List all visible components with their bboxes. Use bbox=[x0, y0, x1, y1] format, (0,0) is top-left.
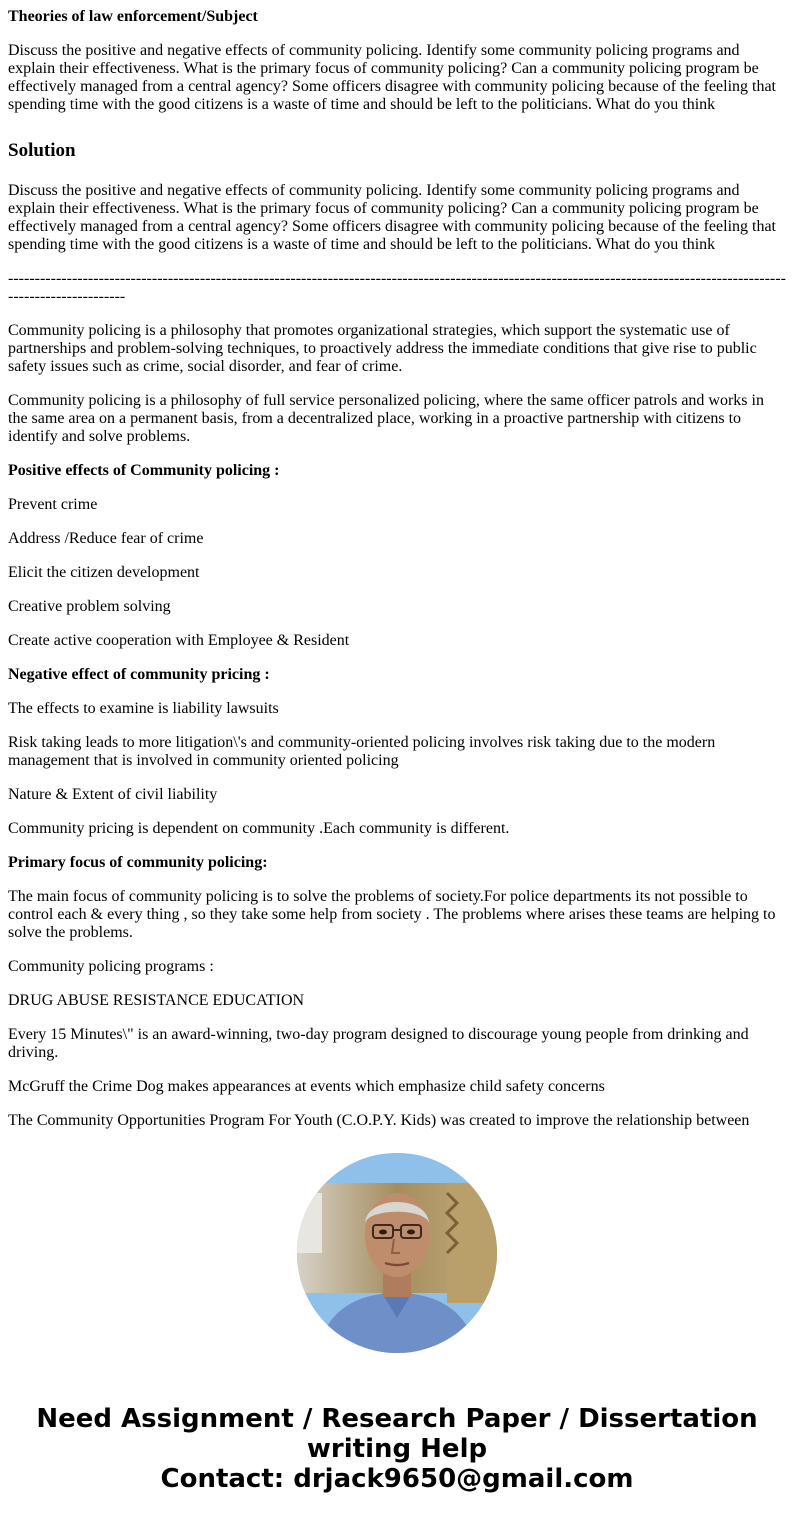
program-item: McGruff the Crime Dog makes appearances at events which emphasize child safety concerns bbox=[8, 1078, 605, 1095]
positive-effects-heading: Positive effects of Community policing : bbox=[8, 462, 280, 479]
separator-line: ------------------------------------------------------------------------------------------------------------------------------------------------------------------------ bbox=[8, 270, 786, 305]
negative-item: Nature & Extent of civil liability bbox=[8, 786, 218, 803]
positive-item: Create active cooperation with Employee & Resident bbox=[8, 632, 350, 649]
author-portrait-image bbox=[297, 1153, 497, 1353]
primary-focus-heading: Primary focus of community policing: bbox=[8, 854, 268, 871]
intro-paragraph-2: Community policing is a philosophy of full service personalized policing, where the same officer patrols and works in the same area on a permanent basis, from a decentralized place, working in a proactive partnership with citizens to identify and solve problems. bbox=[8, 392, 764, 445]
positive-item: Elicit the citizen development bbox=[8, 564, 200, 581]
negative-effects-heading: Negative effect of community pricing : bbox=[8, 666, 270, 683]
program-item: The Community Opportunities Program For Youth (C.O.P.Y. Kids) was created to improve the relationship between bbox=[8, 1112, 750, 1129]
negative-item: Risk taking leads to more litigation\'s and community-oriented policing involves risk taking due to the modern management that is involved in community oriented policing bbox=[8, 734, 716, 769]
question-text: Discuss the positive and negative effects of community policing. Identify some community policing programs and explain their effectiveness. What is the primary focus of community policing? Can a community policing program be effectively managed from a central agency? Some officers disagree with community policing because of the feeling that spending time with the good citizens is a waste of time and should be left to the politicians. What do you think bbox=[8, 42, 776, 113]
primary-focus-text: The main focus of community policing is to solve the problems of society.For police departments its not possible to control each & every thing , so they take some help from society . The problems where arises these teams are helping to solve the problems. bbox=[8, 888, 776, 941]
question-repeat-text: Discuss the positive and negative effects of community policing. Identify some community policing programs and explain their effectiveness. What is the primary focus of community policing? Can a community policing program be effectively managed from a central agency? Some officers disagree with community policing because of the feeling that spending time with the good citizens is a waste of time and should be left to the politicians. What do you think bbox=[8, 182, 776, 253]
solution-heading: Solution bbox=[8, 140, 76, 161]
positive-item: Address /Reduce fear of crime bbox=[8, 530, 204, 547]
contact-email: Contact: drjack9650@gmail.com bbox=[160, 1464, 634, 1494]
contact-banner bbox=[0, 1404, 794, 1494]
program-item: Every 15 Minutes\" is an award-winning, two-day program designed to discourage young people from drinking and driving. bbox=[8, 1026, 749, 1061]
avatar bbox=[297, 1153, 497, 1353]
intro-paragraph-1: Community policing is a philosophy that promotes organizational strategies, which support the systematic use of partnerships and problem-solving techniques, to proactively address the immediate conditions that give rise to public safety issues such as crime, social disorder, and fear of crime. bbox=[8, 322, 757, 375]
positive-item: Prevent crime bbox=[8, 496, 98, 513]
negative-item: The effects to examine is liability lawsuits bbox=[8, 700, 279, 717]
programs-heading: Community policing programs : bbox=[8, 958, 214, 975]
page-title: Theories of law enforcement/Subject bbox=[8, 8, 258, 25]
author-photo-block bbox=[0, 1153, 794, 1353]
program-item: DRUG ABUSE RESISTANCE EDUCATION bbox=[8, 992, 305, 1009]
positive-item: Creative problem solving bbox=[8, 598, 171, 615]
cta-headline: Need Assignment / Research Paper / Dissertation writing Help bbox=[36, 1404, 758, 1464]
negative-item: Community pricing is dependent on community .Each community is different. bbox=[8, 820, 510, 837]
